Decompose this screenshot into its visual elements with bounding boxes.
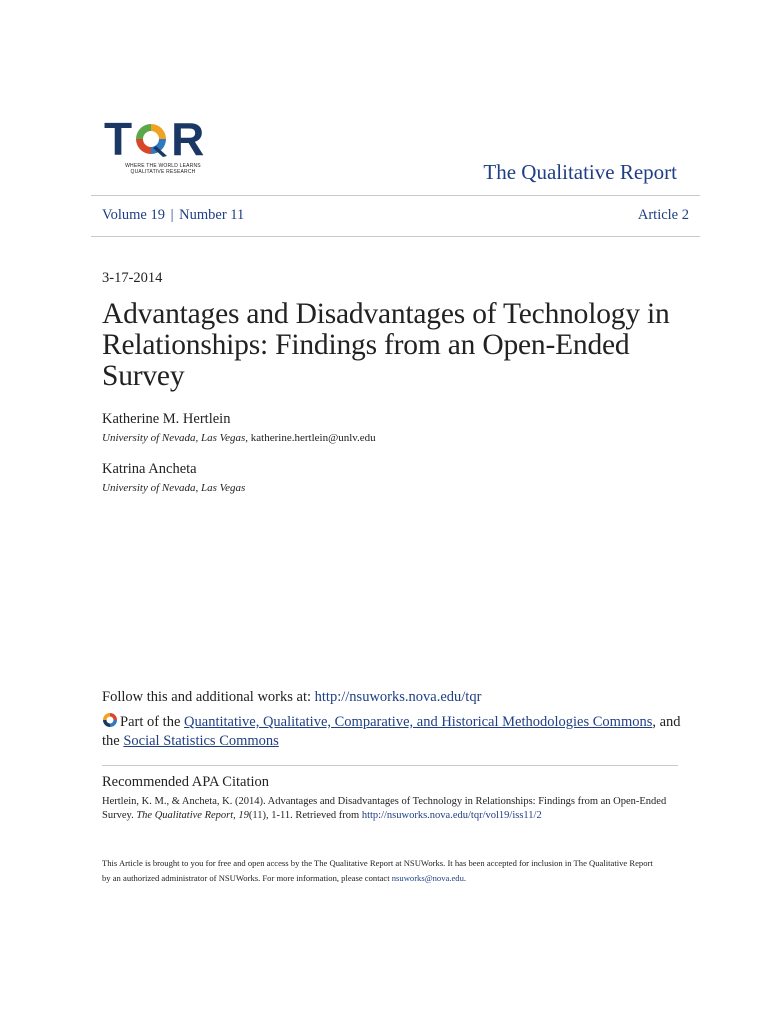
volume-link[interactable]: Volume 19: [102, 207, 165, 223]
logo-tagline-line2: QUALITATIVE RESEARCH: [130, 169, 196, 175]
logo-letter-t: T: [104, 113, 132, 165]
citation-url-link[interactable]: http://nsuworks.nova.edu/tqr/vol19/iss11/2: [361, 810, 542, 821]
logo-letter-r: R: [171, 113, 204, 165]
citation-text: [102, 795, 682, 823]
logo-q-icon: [132, 120, 170, 158]
author-name: Katrina Ancheta: [102, 461, 197, 477]
commons-link-social-statistics[interactable]: Social Statistics Commons: [123, 733, 279, 749]
article-title: Advantages and Disadvantages of Technology in Relationships: Findings from an Open-Ended Survey: [102, 298, 670, 392]
follow-line: [102, 689, 481, 706]
logo-letters: [104, 113, 204, 165]
header-divider-top: [91, 195, 700, 196]
citation-divider: [102, 765, 678, 766]
follow-url-link[interactable]: http://nsuworks.nova.edu/tqr: [314, 689, 482, 705]
commons-link-methodologies[interactable]: Quantitative, Qualitative, Comparative, and Historical Methodologies Commons: [184, 714, 653, 730]
author-affiliation: [102, 482, 245, 494]
author-email: , katherine.hertlein@unlv.edu: [245, 432, 376, 444]
logo-tagline-line1: WHERE THE WORLD LEARNS: [125, 163, 201, 169]
citation-text-2: (11), 1-11. Retrieved from: [248, 810, 362, 821]
access-notice-end: .: [463, 873, 467, 883]
tqr-logo: [104, 113, 216, 178]
citation-heading: Recommended APA Citation: [102, 774, 270, 790]
volume-line: [102, 207, 244, 224]
author-name: Katherine M. Hertlein: [102, 411, 231, 427]
logo-tagline: [118, 163, 208, 175]
journal-title-link[interactable]: The Qualitative Report: [483, 160, 677, 184]
author-institution: University of Nevada, Las Vegas: [102, 482, 246, 494]
publication-date: 3-17-2014: [102, 270, 163, 286]
follow-text: Follow this and additional works at:: [102, 689, 315, 705]
header-divider-bottom: [91, 236, 700, 237]
contact-email-link[interactable]: nsuworks@nova.edu: [391, 873, 464, 883]
access-notice: [102, 856, 662, 886]
citation-text-1: Hertlein, K. M., & Ancheta, K. (2014). Advantages and Disadvantages of Technology in Relationships: Findings from an Open-Ended Survey.: [102, 796, 667, 821]
citation-journal: The Qualitative Report, 19: [136, 810, 249, 821]
part-of-the: the: [102, 733, 124, 749]
part-of-middle: , and: [652, 714, 681, 730]
author-institution: University of Nevada, Las Vegas: [102, 432, 246, 444]
network-commons-icon: [102, 712, 118, 728]
article-number-link[interactable]: Article 2: [637, 207, 689, 223]
number-link[interactable]: Number 11: [179, 207, 245, 223]
volume-separator: |: [170, 207, 174, 223]
part-of-prefix: Part of the: [120, 714, 185, 730]
author-affiliation: [102, 432, 376, 444]
part-of-commons: [102, 712, 682, 751]
access-notice-text: This Article is brought to you for free and open access by the The Qualitative Report at NSUWorks. It has been accepted for inclusion in The Qualitative Report by an authorized administrator of NSUWorks. For more information, please contact: [102, 858, 653, 883]
